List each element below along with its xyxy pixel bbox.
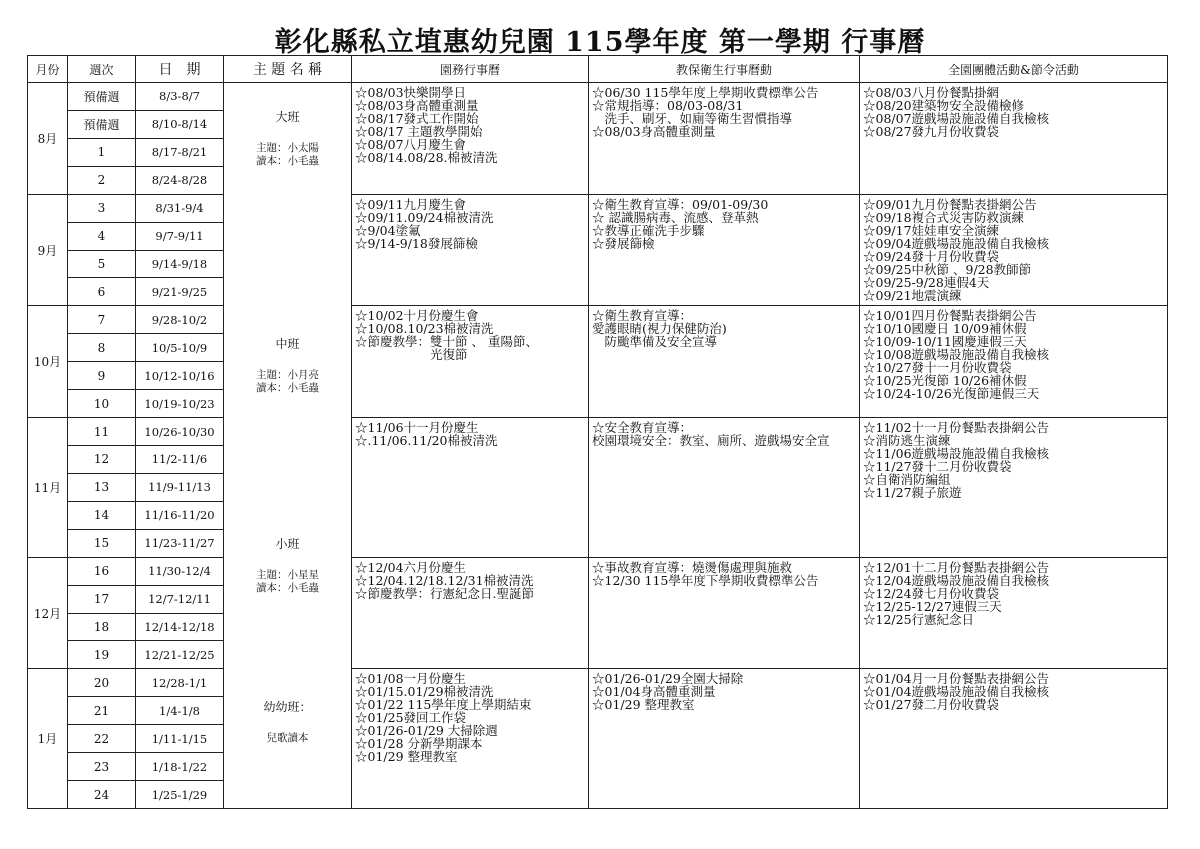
admin-schedule-cell — [352, 306, 589, 418]
schedule-item: ☆09/24發十月份收費袋 — [863, 248, 1000, 264]
schedule-item: ☆節慶教學：雙十節 、 重陽節、 — [355, 334, 538, 350]
theme-class-label: 幼幼班： — [263, 700, 312, 714]
schedule-item: ☆10/01四月份餐點表掛網公告 — [863, 308, 1037, 324]
month-cell: 8月 — [28, 83, 68, 195]
schedule-item: ☆09/11.09/24棉被清洗 — [355, 209, 494, 225]
date-range-cell: 11/30-12/4 — [136, 557, 224, 585]
date-range-cell: 12/28-1/1 — [136, 669, 224, 697]
schedule-item: ☆09/11九月慶生會 — [355, 196, 467, 212]
theme-book: 讀本：小毛蟲 — [256, 382, 319, 394]
header-week: 週次 — [68, 56, 136, 83]
schedule-item: ☆9/04塗氟 — [355, 222, 421, 238]
week-cell: 22 — [68, 725, 136, 753]
schedule-item: 洗手、刷牙、如廁等衛生習慣指導 — [592, 111, 793, 126]
schedule-item: ☆09/04遊戲場設施設備自我檢核 — [863, 235, 1050, 251]
header-date: 日 期 — [136, 56, 224, 83]
theme-class-label: 大班 — [275, 110, 300, 124]
header-health: 教保衛生行事曆動 — [589, 56, 860, 83]
schedule-item: ☆09/17娃娃車安全演練 — [863, 222, 1000, 238]
schedule-item: ☆常規指導：08/03-08/31 — [592, 98, 744, 113]
schedule-item: ☆12/25-12/27連假三天 — [863, 598, 1002, 614]
schedule-item: ☆01/28 分新學期課本 — [355, 736, 483, 752]
week-cell: 4 — [68, 222, 136, 250]
schedule-item: ☆01/04月一月份餐點表掛網公告 — [863, 671, 1050, 687]
schedule-item: 愛護眼睛(視力保健防治) — [592, 321, 727, 337]
date-range-cell: 1/11-1/15 — [136, 725, 224, 753]
schedule-item: ☆01/26-01/29 大掃除週 — [355, 723, 498, 739]
date-range-cell: 1/18-1/22 — [136, 753, 224, 781]
week-row — [28, 306, 1168, 334]
month-cell: 10月 — [28, 306, 68, 418]
week-cell: 19 — [68, 641, 136, 669]
week-cell: 預備週 — [68, 110, 136, 138]
schedule-item: ☆12/04.12/18.12/31棉被清洗 — [355, 572, 534, 588]
date-range-cell: 8/24-8/28 — [136, 166, 224, 194]
schedule-item: ☆消防逃生演練 — [863, 433, 951, 449]
admin-schedule-cell — [352, 669, 589, 809]
health-schedule-cell — [589, 194, 860, 306]
header-events: 全園團體活動&節令活動 — [860, 56, 1168, 83]
schedule-item: ☆08/03八月份餐點掛網 — [863, 85, 1000, 100]
schedule-item: ☆08/20建築物安全設備檢修 — [863, 98, 1025, 113]
theme-block — [224, 538, 351, 595]
theme-class-label: 中班 — [275, 337, 300, 351]
schedule-item: ☆01/25發回工作袋 — [355, 710, 467, 726]
date-range-cell: 12/14-12/18 — [136, 613, 224, 641]
date-range-cell: 11/23-11/27 — [136, 529, 224, 557]
week-cell: 23 — [68, 753, 136, 781]
schedule-item: ☆ 認識腸病毒、流感、登革熱 — [592, 209, 759, 225]
header-month: 月份 — [28, 56, 68, 83]
schedule-item: ☆01/04身高體重測量 — [592, 684, 716, 700]
week-cell: 10 — [68, 390, 136, 418]
week-cell: 18 — [68, 613, 136, 641]
schedule-item: ☆12/24發七月份收費袋 — [863, 585, 1000, 601]
week-cell: 21 — [68, 697, 136, 725]
schedule-item: ☆10/02十月份慶生會 — [355, 308, 479, 324]
schedule-item: ☆09/21地震演練 — [863, 287, 962, 303]
schedule-item: ☆.11/06.11/20棉被清洗 — [355, 433, 498, 449]
schedule-item: ☆01/08一月份慶生 — [355, 671, 467, 687]
week-cell: 2 — [68, 166, 136, 194]
schedule-item: ☆08/14.08/28.棉被清洗 — [355, 150, 498, 165]
week-row — [28, 418, 1168, 446]
schedule-item: ☆事故教育宣導：燒燙傷處理與施救 — [592, 559, 793, 575]
theme-name: 兒歌讀本 — [266, 732, 309, 744]
month-cell: 9月 — [28, 194, 68, 306]
schedule-item: ☆11/27親子旅遊 — [863, 485, 962, 501]
events-schedule-cell — [860, 669, 1168, 809]
schedule-item: ☆自衛消防編組 — [863, 472, 951, 488]
theme-book: 讀本：小毛蟲 — [256, 155, 319, 167]
date-range-cell: 10/26-10/30 — [136, 418, 224, 446]
week-cell: 1 — [68, 138, 136, 166]
schedule-item: ☆01/04遊戲場設施設備自我檢核 — [863, 684, 1050, 700]
date-range-cell: 9/21-9/25 — [136, 278, 224, 306]
date-range-cell: 11/2-11/6 — [136, 445, 224, 473]
schedule-item: ☆09/25中秋節 、9/28教師節 — [863, 261, 1032, 277]
week-row — [28, 194, 1168, 222]
schedule-item: ☆08/03身高體重測量 — [355, 98, 479, 113]
date-range-cell: 10/12-10/16 — [136, 362, 224, 390]
date-range-cell: 9/28-10/2 — [136, 306, 224, 334]
events-schedule-cell — [860, 306, 1168, 418]
schedule-item: ☆10/08.10/23棉被清洗 — [355, 321, 494, 337]
week-row — [28, 83, 1168, 111]
theme-block — [224, 111, 351, 168]
events-schedule-cell — [860, 83, 1168, 195]
calendar-table — [27, 55, 1168, 809]
schedule-item: ☆節慶教學：行憲紀念日.聖誕節 — [355, 585, 534, 601]
schedule-item: ☆發展篩檢 — [592, 235, 655, 251]
header-admin: 園務行事曆 — [352, 56, 589, 83]
schedule-item: ☆01/29 整理教室 — [592, 697, 695, 713]
schedule-item: ☆安全教育宣導： — [592, 420, 693, 436]
schedule-item: ☆09/01九月份餐點表掛網公告 — [863, 196, 1037, 212]
page-title: 彰化縣私立埴惠幼兒園 115學年度 第一學期 行事曆 — [274, 27, 926, 58]
date-range-cell: 11/9-11/13 — [136, 473, 224, 501]
schedule-item: ☆11/06十一月份慶生 — [355, 420, 479, 436]
health-schedule-cell — [589, 669, 860, 809]
admin-schedule-cell — [352, 557, 589, 669]
week-cell: 5 — [68, 250, 136, 278]
header-theme: 主 題 名 稱 — [224, 56, 352, 83]
schedule-item: ☆08/03身高體重測量 — [592, 124, 716, 139]
schedule-item: ☆09/18複合式災害防救演練 — [863, 209, 1025, 225]
admin-schedule-cell — [352, 83, 589, 195]
schedule-item: ☆12/04六月份慶生 — [355, 559, 467, 575]
week-cell: 20 — [68, 669, 136, 697]
schedule-item: ☆12/25行憲紀念日 — [863, 611, 975, 627]
theme-name: 主題：小太陽 — [256, 142, 319, 154]
theme-block — [224, 338, 351, 395]
month-cell: 1月 — [28, 669, 68, 809]
date-range-cell: 12/21-12/25 — [136, 641, 224, 669]
schedule-item: 校園環境安全：教室、廁所、遊戲場安全宣 — [592, 433, 830, 449]
schedule-item: ☆08/17發式工作開始 — [355, 111, 479, 126]
health-schedule-cell — [589, 418, 860, 558]
schedule-item: 防颱準備及安全宣導 — [592, 334, 718, 350]
header-row — [28, 56, 1168, 83]
schedule-item: ☆12/30 115學年度下學期收費標準公告 — [592, 572, 819, 588]
schedule-item: ☆10/24-10/26光復節連假三天 — [863, 386, 1040, 402]
week-cell: 14 — [68, 501, 136, 529]
admin-schedule-cell — [352, 194, 589, 306]
week-cell: 24 — [68, 781, 136, 809]
week-row — [28, 557, 1168, 585]
schedule-item: ☆08/27發九月份收費袋 — [863, 124, 1000, 139]
schedule-item: ☆12/04遊戲場設施設備自我檢核 — [863, 572, 1050, 588]
schedule-item: ☆9/14-9/18發展篩檢 — [355, 235, 478, 251]
week-row — [28, 669, 1168, 697]
date-range-cell: 8/3-8/7 — [136, 83, 224, 111]
schedule-item: ☆08/07遊戲場設施設備自我檢核 — [863, 111, 1050, 126]
date-range-cell: 1/25-1/29 — [136, 781, 224, 809]
date-range-cell: 11/16-11/20 — [136, 501, 224, 529]
week-cell: 7 — [68, 306, 136, 334]
date-range-cell: 10/19-10/23 — [136, 390, 224, 418]
theme-name: 主題：小月亮 — [256, 369, 319, 381]
schedule-item: ☆01/29 整理教室 — [355, 749, 458, 765]
schedule-item: ☆衛生教育宣導：09/01-09/30 — [592, 196, 769, 212]
date-range-cell: 9/7-9/11 — [136, 222, 224, 250]
month-cell: 12月 — [28, 557, 68, 669]
week-cell: 17 — [68, 585, 136, 613]
schedule-item: ☆09/25-9/28連假4天 — [863, 274, 990, 290]
theme-block — [224, 701, 351, 745]
date-range-cell: 12/7-12/11 — [136, 585, 224, 613]
events-schedule-cell — [860, 557, 1168, 669]
date-range-cell: 8/10-8/14 — [136, 110, 224, 138]
schedule-item: ☆12/01十二月份餐點表掛網公告 — [863, 559, 1050, 575]
events-schedule-cell — [860, 194, 1168, 306]
schedule-item: ☆教導正確洗手步驟 — [592, 222, 705, 238]
date-range-cell: 8/31-9/4 — [136, 194, 224, 222]
week-cell: 6 — [68, 278, 136, 306]
theme-book: 讀本：小毛蟲 — [256, 582, 319, 594]
date-range-cell: 8/17-8/21 — [136, 138, 224, 166]
week-cell: 8 — [68, 334, 136, 362]
theme-name: 主題：小星星 — [256, 569, 319, 581]
theme-class-label: 小班 — [275, 537, 300, 551]
health-schedule-cell — [589, 306, 860, 418]
week-cell: 16 — [68, 557, 136, 585]
week-cell: 15 — [68, 529, 136, 557]
schedule-item: ☆11/02十一月份餐點表掛網公告 — [863, 420, 1050, 436]
schedule-item: ☆08/17 主題教學開始 — [355, 124, 483, 139]
schedule-item: ☆10/10國慶日 10/09補休假 — [863, 321, 1027, 337]
week-cell: 預備週 — [68, 83, 136, 111]
week-cell: 11 — [68, 418, 136, 446]
week-cell: 3 — [68, 194, 136, 222]
schedule-item: ☆11/06遊戲場設施設備自我檢核 — [863, 446, 1050, 462]
schedule-item: ☆10/09-10/11國慶連假三天 — [863, 334, 1027, 350]
schedule-item: ☆06/30 115學年度上學期收費標準公告 — [592, 85, 819, 100]
date-range-cell: 10/5-10/9 — [136, 334, 224, 362]
schedule-item: ☆11/27發十二月份收費袋 — [863, 459, 1012, 475]
date-range-cell: 1/4-1/8 — [136, 697, 224, 725]
events-schedule-cell — [860, 418, 1168, 558]
schedule-item: ☆08/07八月慶生會 — [355, 137, 467, 152]
admin-schedule-cell — [352, 418, 589, 558]
month-cell: 11月 — [28, 418, 68, 558]
schedule-item: ☆01/26-01/29全園大掃除 — [592, 671, 744, 687]
schedule-item: ☆10/27發十一月份收費袋 — [863, 360, 1012, 376]
health-schedule-cell — [589, 83, 860, 195]
schedule-item: ☆01/27發二月份收費袋 — [863, 697, 1000, 713]
schedule-item: ☆08/03快樂開學日 — [355, 85, 467, 100]
week-cell: 12 — [68, 445, 136, 473]
theme-column — [224, 83, 352, 809]
schedule-item: 光復節 — [355, 347, 468, 363]
schedule-item: ☆10/08遊戲場設施設備自我檢核 — [863, 347, 1050, 363]
schedule-item: ☆01/22 115學年度上學期結束 — [355, 697, 532, 713]
week-cell: 13 — [68, 473, 136, 501]
health-schedule-cell — [589, 557, 860, 669]
schedule-item: ☆衛生教育宣導： — [592, 308, 693, 324]
date-range-cell: 9/14-9/18 — [136, 250, 224, 278]
schedule-item: ☆01/15.01/29棉被清洗 — [355, 684, 494, 700]
week-cell: 9 — [68, 362, 136, 390]
schedule-item: ☆10/25光復節 10/26補休假 — [863, 373, 1027, 389]
